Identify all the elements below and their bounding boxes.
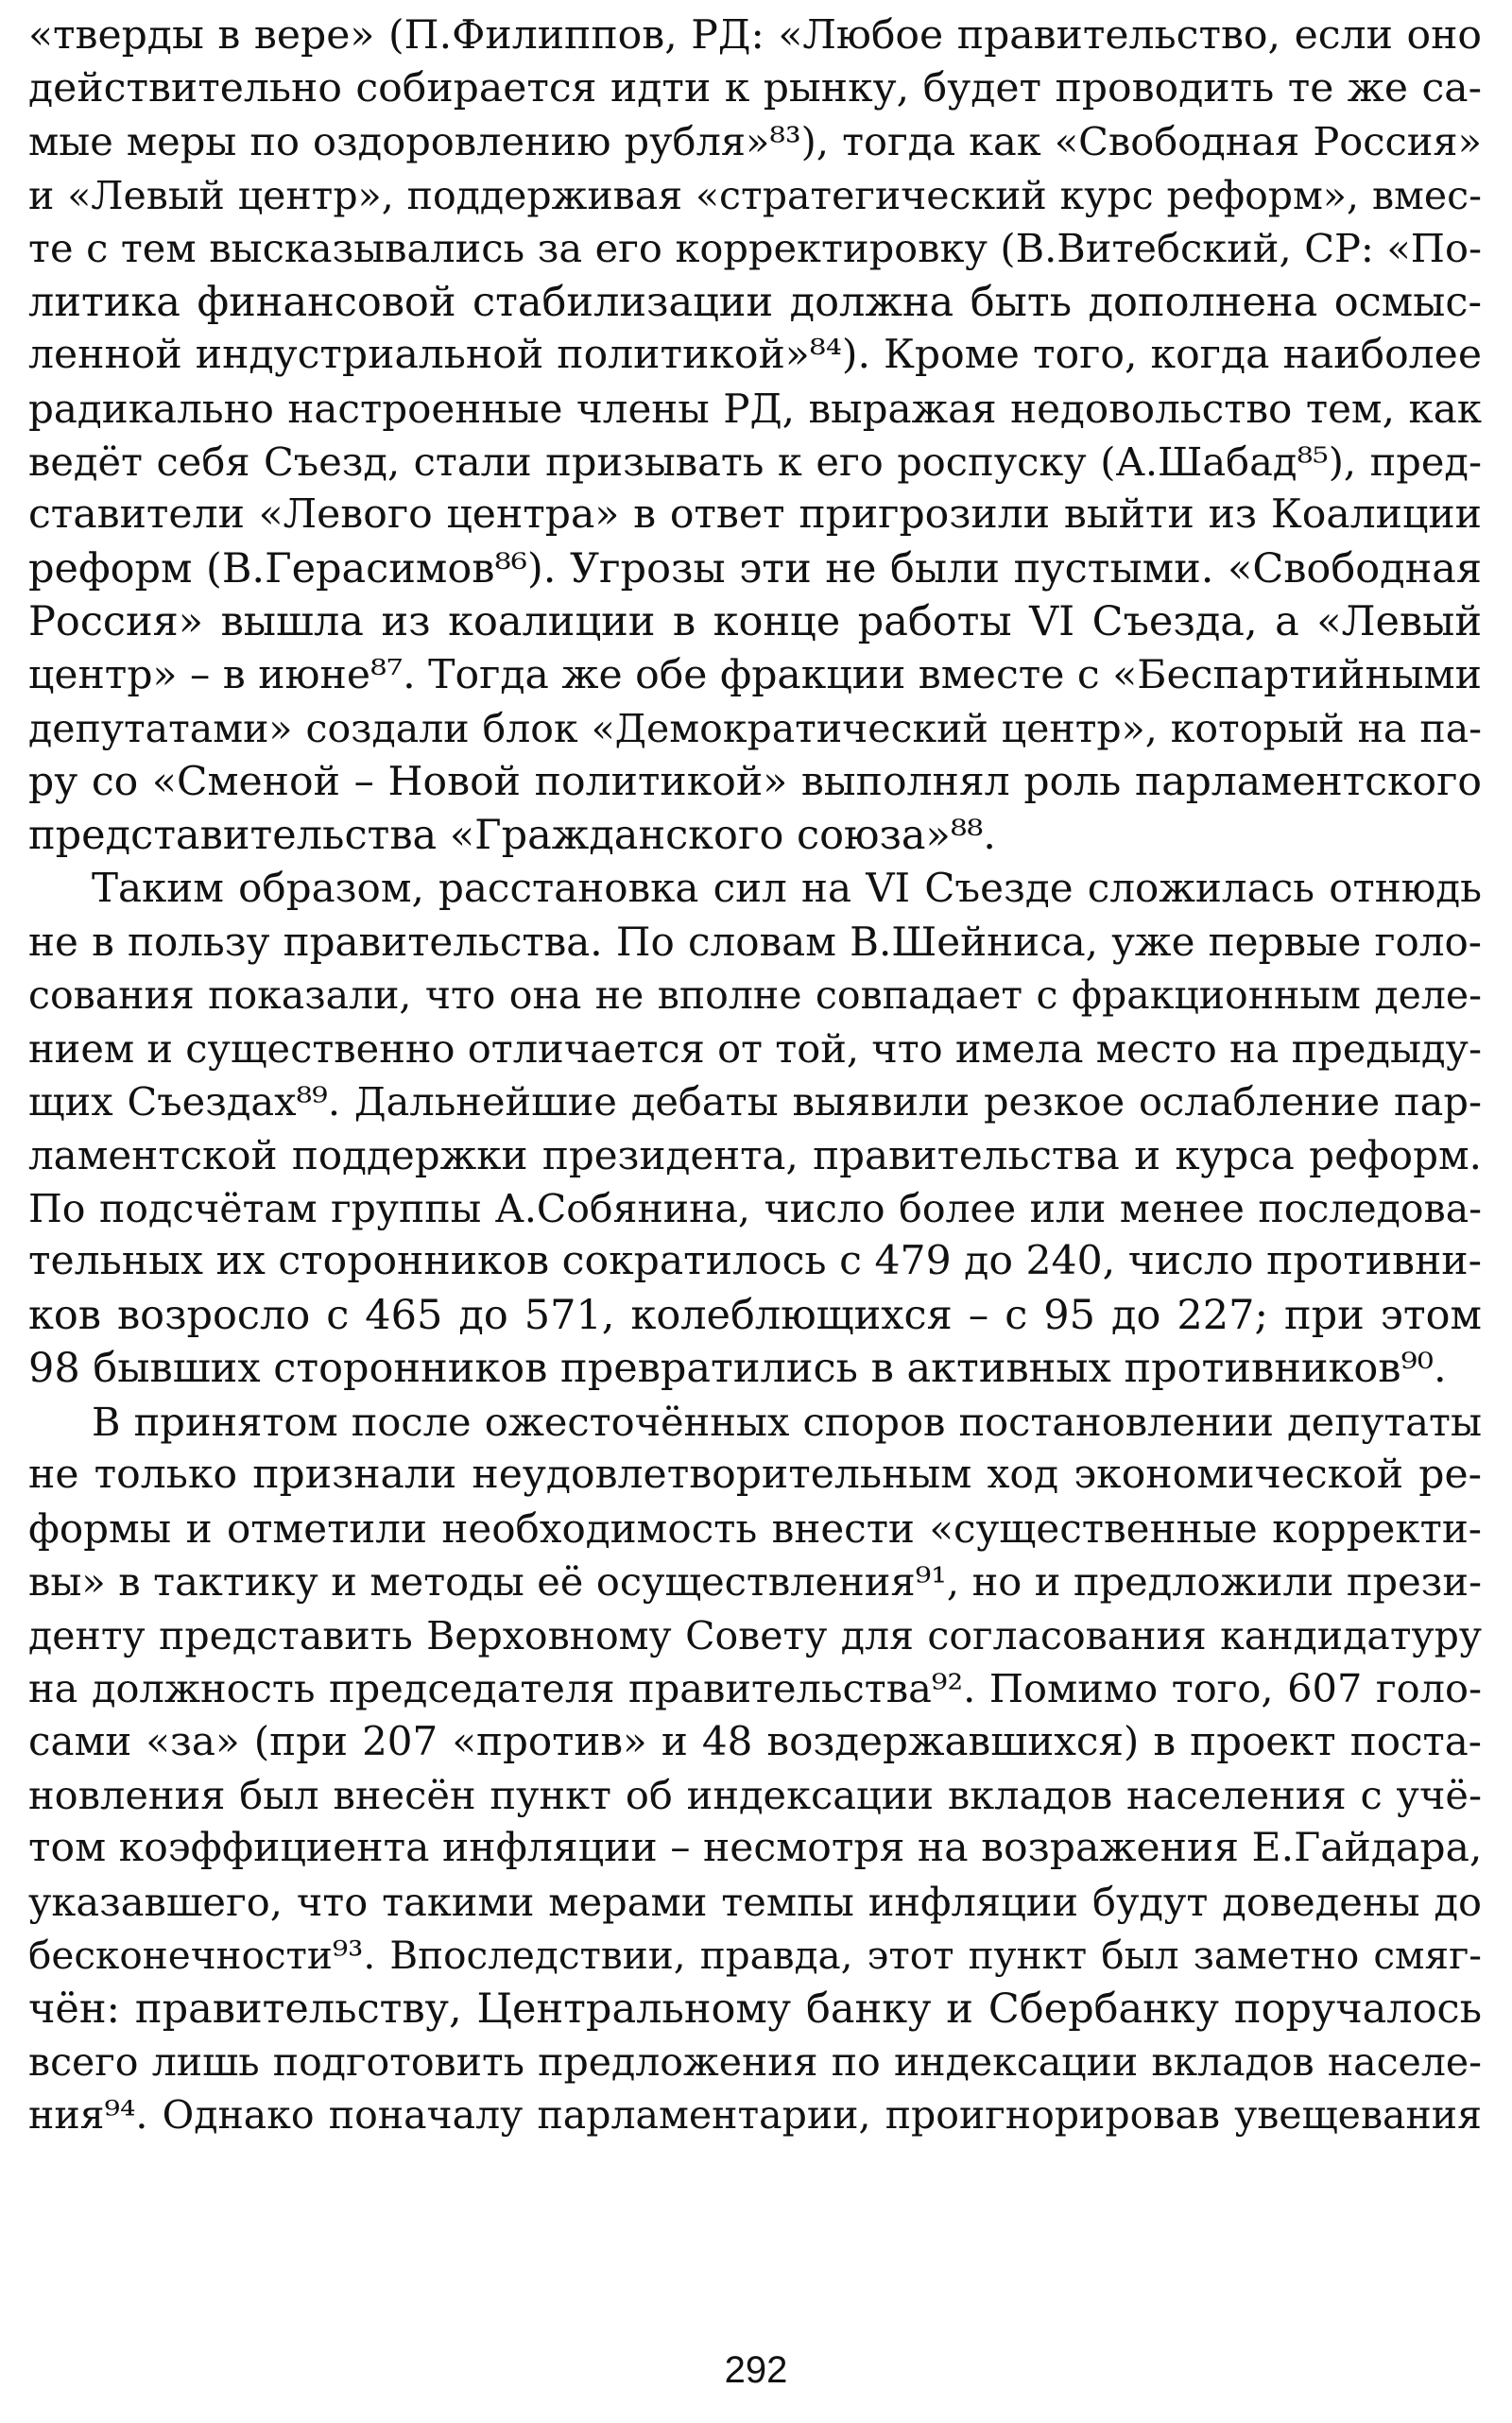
text-line: денту представить Верховному Совету для согласования кандидатуру: [28, 1613, 1482, 1658]
text-line: не только признали неудовлетворительным ход экономической ре-: [28, 1452, 1482, 1498]
text-line: ру со «Сменой – Новой политикой» выполнял роль парламентского: [28, 759, 1482, 805]
text-line: и «Левый центр», поддерживая «стратегический курс реформ», вмес-: [28, 173, 1482, 218]
text-line: не в пользу правительства. По словам В.Шейниса, уже первые голо-: [28, 919, 1482, 965]
text-line: нием и существенно отличается от той, что имела место на предыду-: [28, 1025, 1482, 1072]
text-line: всего лишь подготовить предложения по индексации вкладов населе-: [28, 2039, 1482, 2085]
text-line: ставители «Левого центра» в ответ пригрозили выйти из Коалиции: [28, 491, 1482, 538]
text-line: Россия» вышла из коалиции в конце работы VI Съезда, а «Левый: [28, 598, 1482, 645]
text-line: новления был внесён пункт об индексации вкладов населения с учё-: [28, 1772, 1482, 1818]
text-line: вы» в тактику и методы её осуществления⁹¹, но и предложили прези-: [28, 1558, 1482, 1605]
text-line: литика финансовой стабилизации должна быть дополнена осмыс-: [28, 279, 1482, 326]
text-line: том коэффициента инфляции – несмотря на возражения Е.Гайдара,: [28, 1825, 1483, 1871]
paragraph-first-line: Таким образом, расстановка сил на VI Съезде сложилась отнюдь: [92, 865, 1482, 911]
page-number: 292: [724, 2349, 788, 2391]
text-line: чён: правительству, Центральному банку и Сбербанку поручалось: [28, 1985, 1482, 2033]
text-line: ния⁹⁴. Однако поначалу парламентарии, проигнорировав увещевания: [28, 2092, 1482, 2138]
paragraph-last-line: 98 бывших сторонников превратились в активных противников⁹⁰.: [28, 1345, 1447, 1392]
paragraph-last-line: представительства «Гражданского союза»⁸⁸.: [28, 812, 996, 859]
text-line: ламентской поддержки президента, правительства и курса реформ.: [28, 1132, 1482, 1178]
text-line: те с тем высказывались за его корректировку (В.Витебский, СР: «По-: [28, 225, 1482, 271]
text-line: указавшего, что такими мерами темпы инфляции будут доведены до: [28, 1879, 1482, 1925]
text-line: мые меры по оздоровлению рубля»⁸³), тогда как «Свободная Россия»: [28, 118, 1482, 164]
text-line: реформ (В.Герасимов⁸⁶). Угрозы эти не были пустыми. «Свободная: [28, 545, 1482, 593]
text-line: сования показали, что она не вполне совпадает с фракционным деле-: [28, 972, 1482, 1018]
text-line: ведёт себя Съезд, стали призывать к его роспуску (А.Шабад⁸⁵), пред-: [28, 438, 1482, 485]
text-line: на должность председателя правительства⁹². Помимо того, 607 голо-: [28, 1665, 1482, 1711]
text-line: депутатами» создали блок «Демократический центр», который на па-: [28, 706, 1482, 751]
text-line: «тверды в вере» (П.Филиппов, РД: «Любое правительство, если оно: [28, 12, 1482, 59]
text-line: бесконечности⁹³. Впоследствии, правда, этот пункт был заметно смяг-: [28, 1933, 1482, 1978]
text-line: тельных их сторонников сократилось с 479 до 240, число противни-: [28, 1238, 1482, 1284]
text-line: радикально настроенные члены РД, выражая недовольство тем, как: [28, 386, 1482, 432]
text-line: щих Съездах⁸⁹. Дальнейшие дебаты выявили резкое ослабление пар-: [28, 1078, 1482, 1125]
text-line: центр» – в июне⁸⁷. Тогда же обе фракции вместе с «Беспартийными: [28, 652, 1482, 698]
text-line: действительно собирается идти к рынку, будет проводить те же са-: [28, 65, 1482, 112]
paragraph-first-line: В принятом после ожесточённых споров постановлении депутаты: [92, 1399, 1482, 1445]
text-line: ков возросло с 465 до 571, колеблющихся – с 95 до 227; при этом: [28, 1292, 1482, 1339]
text-line: сами «за» (при 207 «против» и 48 воздержавшихся) в проект поста-: [28, 1718, 1482, 1764]
text-line: По подсчётам группы А.Собянина, число более или менее последова-: [28, 1186, 1482, 1231]
text-line: ленной индустриальной политикой»⁸⁴). Кроме того, когда наиболее: [28, 332, 1482, 378]
text-line: формы и отметили необходимость внести «существенные корректи-: [28, 1505, 1482, 1552]
